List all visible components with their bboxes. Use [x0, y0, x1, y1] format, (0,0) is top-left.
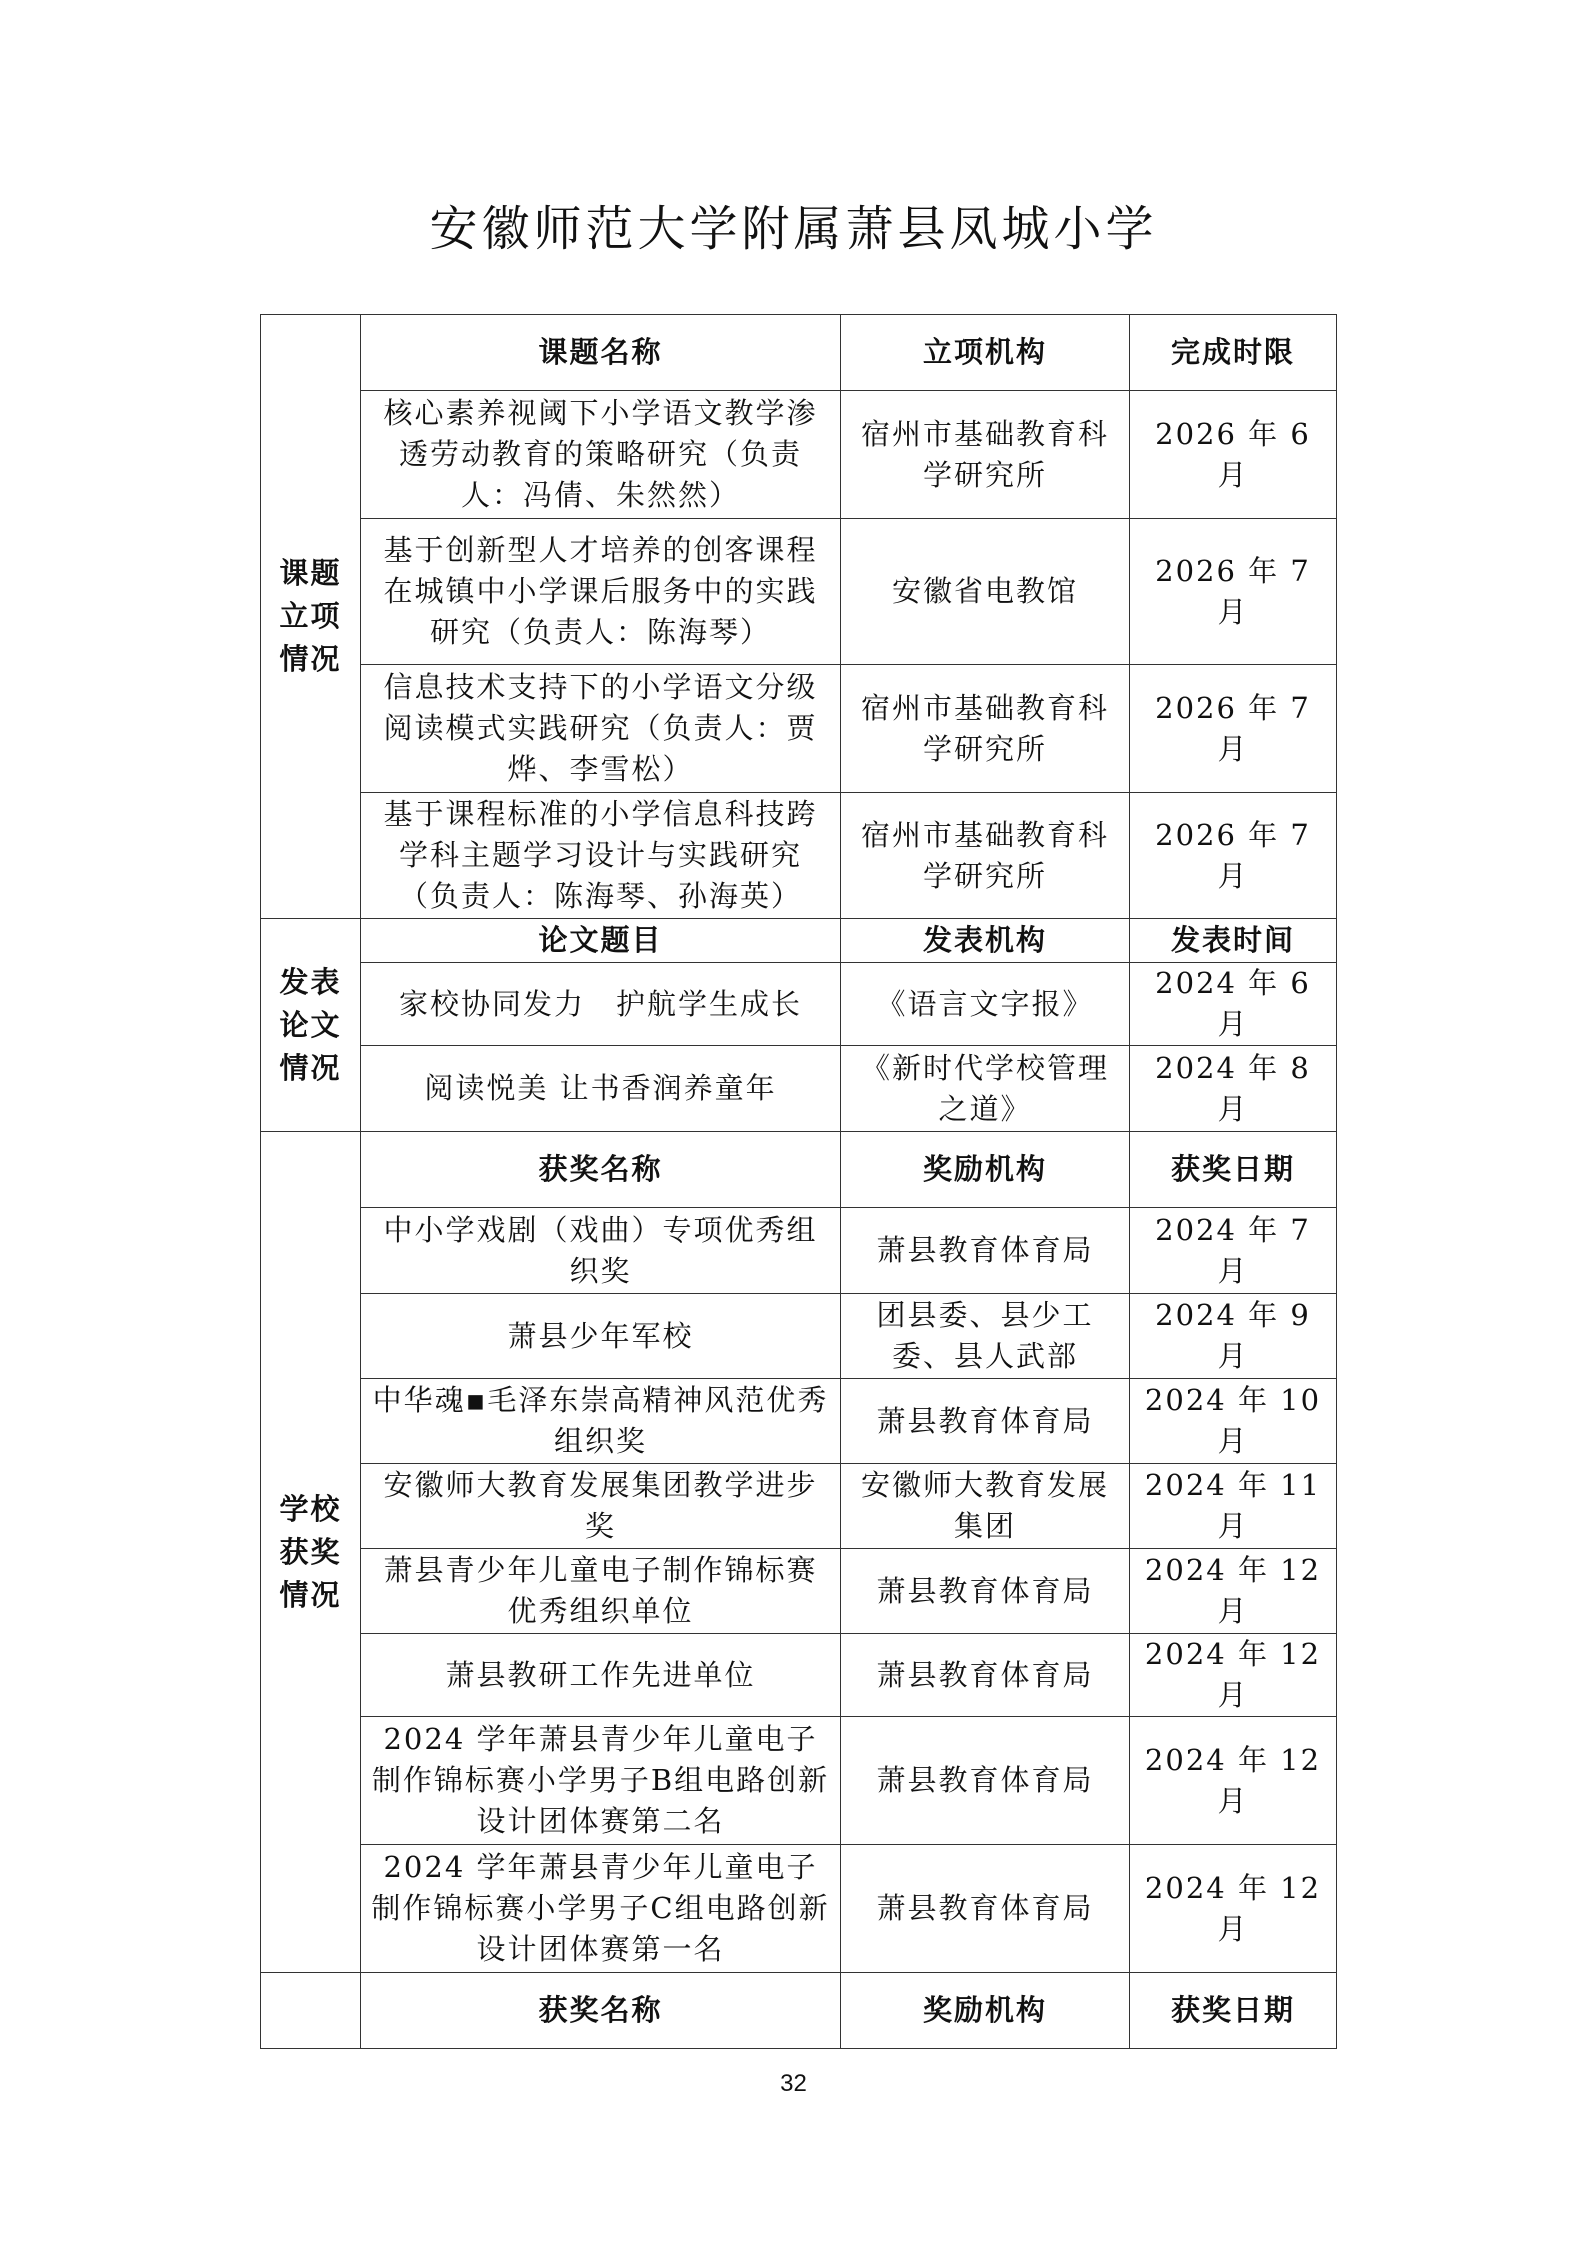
- table-row: [261, 519, 1337, 665]
- project-name: 信息技术支持下的小学语文分级阅读模式实践研究（负责人：贾烨、李雪松）: [361, 665, 841, 793]
- award-date: 2024 年 12 月: [1130, 1845, 1337, 1973]
- page-title: 安徽师范大学附属萧县凤城小学: [429, 201, 1158, 257]
- award-org: 萧县教育体育局: [841, 1549, 1130, 1634]
- award-date: 2024 年 9 月: [1130, 1294, 1337, 1379]
- award-name: 萧县教研工作先进单位: [361, 1634, 841, 1717]
- column-header-award-date-continued: 获奖日期: [1130, 1973, 1337, 2049]
- paper-title: 家校协同发力 护航学生成长: [361, 963, 841, 1046]
- award-name: 萧县少年军校: [361, 1294, 841, 1379]
- column-header-award-name-continued: 获奖名称: [361, 1973, 841, 2049]
- awards-continued-header-row: [261, 1973, 1337, 2049]
- awards-continued-section-label: [261, 1973, 361, 2049]
- column-header-paper-date: 发表时间: [1130, 919, 1337, 963]
- column-header-award-name: 获奖名称: [361, 1132, 841, 1208]
- table-row: [261, 1046, 1337, 1132]
- project-deadline: 2026 年 6 月: [1130, 391, 1337, 519]
- table-row: [261, 793, 1337, 919]
- table-row: [261, 1717, 1337, 1845]
- project-name: 基于创新型人才培养的创客课程在城镇中小学课后服务中的实践研究（负责人：陈海琴）: [361, 519, 841, 665]
- projects-section-label: 课题 立项 情况: [261, 315, 361, 919]
- table-row: [261, 665, 1337, 793]
- paper-publisher: 《语言文字报》: [841, 963, 1130, 1046]
- table-row: [261, 1294, 1337, 1379]
- award-name: 2024 学年萧县青少年儿童电子制作锦标赛小学男子B组电路创新设计团体赛第二名: [361, 1717, 841, 1845]
- award-org: 萧县教育体育局: [841, 1379, 1130, 1464]
- project-deadline: 2026 年 7 月: [1130, 519, 1337, 665]
- table-row: [261, 1845, 1337, 1973]
- award-date: 2024 年 12 月: [1130, 1549, 1337, 1634]
- award-org: 萧县教育体育局: [841, 1208, 1130, 1294]
- project-org: 宿州市基础教育科学研究所: [841, 391, 1130, 519]
- table-row: [261, 1379, 1337, 1464]
- projects-header-row: [261, 315, 1337, 391]
- award-org: 萧县教育体育局: [841, 1845, 1130, 1973]
- papers-header-row: [261, 919, 1337, 963]
- award-date: 2024 年 7 月: [1130, 1208, 1337, 1294]
- awards-section-label: 学校 获奖 情况: [261, 1132, 361, 1973]
- paper-date: 2024 年 8 月: [1130, 1046, 1337, 1132]
- column-header-paper-title: 论文题目: [361, 919, 841, 963]
- table-row: [261, 1208, 1337, 1294]
- award-name: 萧县青少年儿童电子制作锦标赛优秀组织单位: [361, 1549, 841, 1634]
- column-header-project-deadline: 完成时限: [1130, 315, 1337, 391]
- project-org: 宿州市基础教育科学研究所: [841, 793, 1130, 919]
- project-deadline: 2026 年 7 月: [1130, 665, 1337, 793]
- page-number: 32: [780, 2070, 807, 2097]
- column-header-award-org: 奖励机构: [841, 1132, 1130, 1208]
- paper-title: 阅读悦美 让书香润养童年: [361, 1046, 841, 1132]
- award-org: 萧县教育体育局: [841, 1717, 1130, 1845]
- paper-publisher: 《新时代学校管理之道》: [841, 1046, 1130, 1132]
- paper-date: 2024 年 6 月: [1130, 963, 1337, 1046]
- column-header-project-name: 课题名称: [361, 315, 841, 391]
- project-name: 基于课程标准的小学信息科技跨学科主题学习设计与实践研究（负责人：陈海琴、孙海英）: [361, 793, 841, 919]
- column-header-award-date: 获奖日期: [1130, 1132, 1337, 1208]
- award-org: 安徽师大教育发展集团: [841, 1464, 1130, 1549]
- table-row: [261, 1634, 1337, 1717]
- awards-header-row: [261, 1132, 1337, 1208]
- table-row: [261, 1549, 1337, 1634]
- school-achievements-table: [260, 314, 1337, 2049]
- table-row: [261, 391, 1337, 519]
- project-deadline: 2026 年 7 月: [1130, 793, 1337, 919]
- award-date: 2024 年 12 月: [1130, 1717, 1337, 1845]
- project-org: 安徽省电教馆: [841, 519, 1130, 665]
- award-name: 安徽师大教育发展集团教学进步奖: [361, 1464, 841, 1549]
- award-name: 中华魂▪毛泽东崇高精神风范优秀组织奖: [361, 1379, 841, 1464]
- table-row: [261, 963, 1337, 1046]
- award-name: 2024 学年萧县青少年儿童电子制作锦标赛小学男子C组电路创新设计团体赛第一名: [361, 1845, 841, 1973]
- column-header-project-org: 立项机构: [841, 315, 1130, 391]
- project-org: 宿州市基础教育科学研究所: [841, 665, 1130, 793]
- award-org: 萧县教育体育局: [841, 1634, 1130, 1717]
- award-org: 团县委、县少工委、县人武部: [841, 1294, 1130, 1379]
- award-date: 2024 年 11 月: [1130, 1464, 1337, 1549]
- papers-section-label: 发表 论文 情况: [261, 919, 361, 1132]
- table-row: [261, 1464, 1337, 1549]
- award-name: 中小学戏剧（戏曲）专项优秀组织奖: [361, 1208, 841, 1294]
- award-date: 2024 年 12 月: [1130, 1634, 1337, 1717]
- award-date: 2024 年 10 月: [1130, 1379, 1337, 1464]
- project-name: 核心素养视阈下小学语文教学渗透劳动教育的策略研究（负责人：冯倩、朱然然）: [361, 391, 841, 519]
- column-header-paper-publisher: 发表机构: [841, 919, 1130, 963]
- column-header-award-org-continued: 奖励机构: [841, 1973, 1130, 2049]
